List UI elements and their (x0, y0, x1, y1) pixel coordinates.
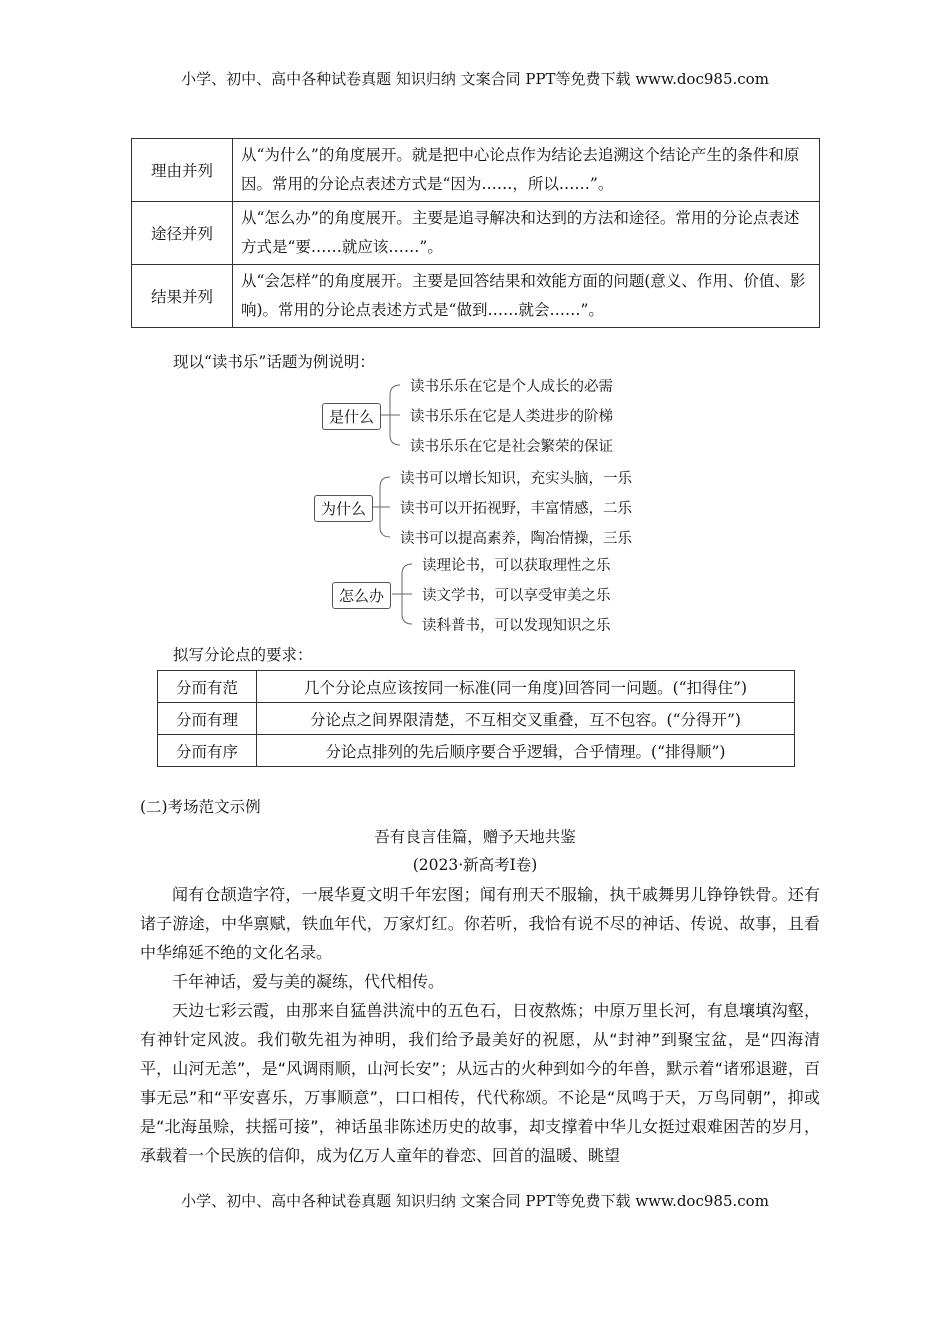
table-row (158, 671, 795, 703)
essay-body (140, 880, 820, 1170)
table-row (132, 202, 820, 265)
row-text: 从“会怎样”的角度展开。主要是回答结果和效能方面的问题(意义、作用、价值、影响)。常用的分论点表述方式是“做到……就会……”。 (233, 265, 820, 328)
tree-node-what: 是什么 (322, 403, 381, 430)
row-text: 几个分论点应该按同一标准(同一角度)回答同一问题。(“扣得住”) (257, 671, 795, 703)
row-text: 分论点之间界限清楚，不互相交叉重叠，互不包容。(“分得开”) (257, 703, 795, 735)
tree-leaf: 读书可以增长知识，充实头脑，一乐 (400, 471, 632, 487)
row-key: 分而有范 (158, 671, 257, 703)
tree-node-why: 为什么 (314, 495, 373, 522)
tree-leaf: 读书可以开拓视野，丰富情感，二乐 (400, 501, 632, 517)
essay-paragraph: 闻有仓颉造字符，一展华夏文明千年宏图；闻有刑天不服输，执干戚舞男儿铮铮铁骨。还有诸子游途，中华禀赋，铁血年代，万家灯红。你若听，我恰有说不尽的神话、传说、故事，且看中华绵延不绝的文化名录。 (140, 885, 820, 962)
row-key: 途径并列 (132, 202, 233, 265)
tree-leaf: 读科普书，可以发现知识之乐 (422, 618, 611, 634)
row-text: 从“怎么办”的角度展开。主要是追寻解决和达到的方法和途径。常用的分论点表述方式是“要……就应该……”。 (233, 202, 820, 265)
reading-joy-diagram (300, 368, 660, 638)
essay-source: (2023·新高考Ⅰ卷) (412, 856, 538, 874)
tree-leaf: 读书乐乐在它是社会繁荣的保证 (410, 439, 613, 455)
example-intro: 现以“读书乐”话题为例说明： (173, 353, 375, 371)
row-key: 分而有序 (158, 735, 257, 767)
essay-title: 吾有良言佳篇，赠予天地共鉴 (374, 828, 576, 846)
row-key: 分而有理 (158, 703, 257, 735)
tree-leaf: 读文学书，可以享受审美之乐 (422, 588, 611, 604)
parallel-types-table (131, 138, 820, 328)
tree-leaf: 读书乐乐在它是人类进步的阶梯 (410, 409, 613, 425)
essay-paragraph: 天边七彩云霞，由那来自猛兽洪流中的五色石，日夜熬炼；中原万里长河，有息壤填沟壑，有神针定风波。我们敬先祖为神明，我们给予最美好的祝愿，从“封神”到聚宝盆，是“四海清平，山河无恙”，是“风调雨顺，山河长安”；从远古的火种到如今的年兽，默示着“诸邪退避，百事无忌”和“平安喜乐，万事顺意”，口口相传，代代称颂。不论是“凤鸣于天，万鸟同朝”，抑或是“北海虽赊，扶摇可接”，神话虽非陈述历史的故事，却支撑着中华儿女挺过艰难困苦的岁月，承载着一个民族的信仰，成为亿万人童年的眷恋、回首的温暖、眺望 (140, 1001, 820, 1165)
tree-node-how: 怎么办 (332, 582, 391, 609)
row-text: 从“为什么”的角度展开。就是把中心论点作为结论去追溯这个结论产生的条件和原因。常用的分论点表述方式是“因为……，所以……”。 (233, 139, 820, 202)
section-heading: (二)考场范文示例 (140, 798, 261, 816)
table-row (132, 265, 820, 328)
requirements-title: 拟写分论点的要求： (173, 646, 313, 664)
row-key: 结果并列 (132, 265, 233, 328)
tree-leaf: 读理论书，可以获取理性之乐 (422, 558, 611, 574)
tree-leaf: 读书可以提高素养，陶冶情操，三乐 (400, 531, 632, 547)
table-row (158, 735, 795, 767)
table-row (132, 139, 820, 202)
tree-leaf: 读书乐乐在它是个人成长的必需 (410, 379, 613, 395)
row-text: 分论点排列的先后顺序要合乎逻辑，合乎情理。(“排得顺”) (257, 735, 795, 767)
row-key: 理由并列 (132, 139, 233, 202)
requirements-table (157, 670, 795, 767)
page-header: 小学、初中、高中各种试卷真题 知识归纳 文案合同 PPT等免费下载 www.doc985.com (181, 70, 769, 88)
page-footer: 小学、初中、高中各种试卷真题 知识归纳 文案合同 PPT等免费下载 www.doc985.com (181, 1192, 769, 1210)
table-row (158, 703, 795, 735)
essay-paragraph: 千年神话，爱与美的凝练，代代相传。 (172, 972, 445, 991)
